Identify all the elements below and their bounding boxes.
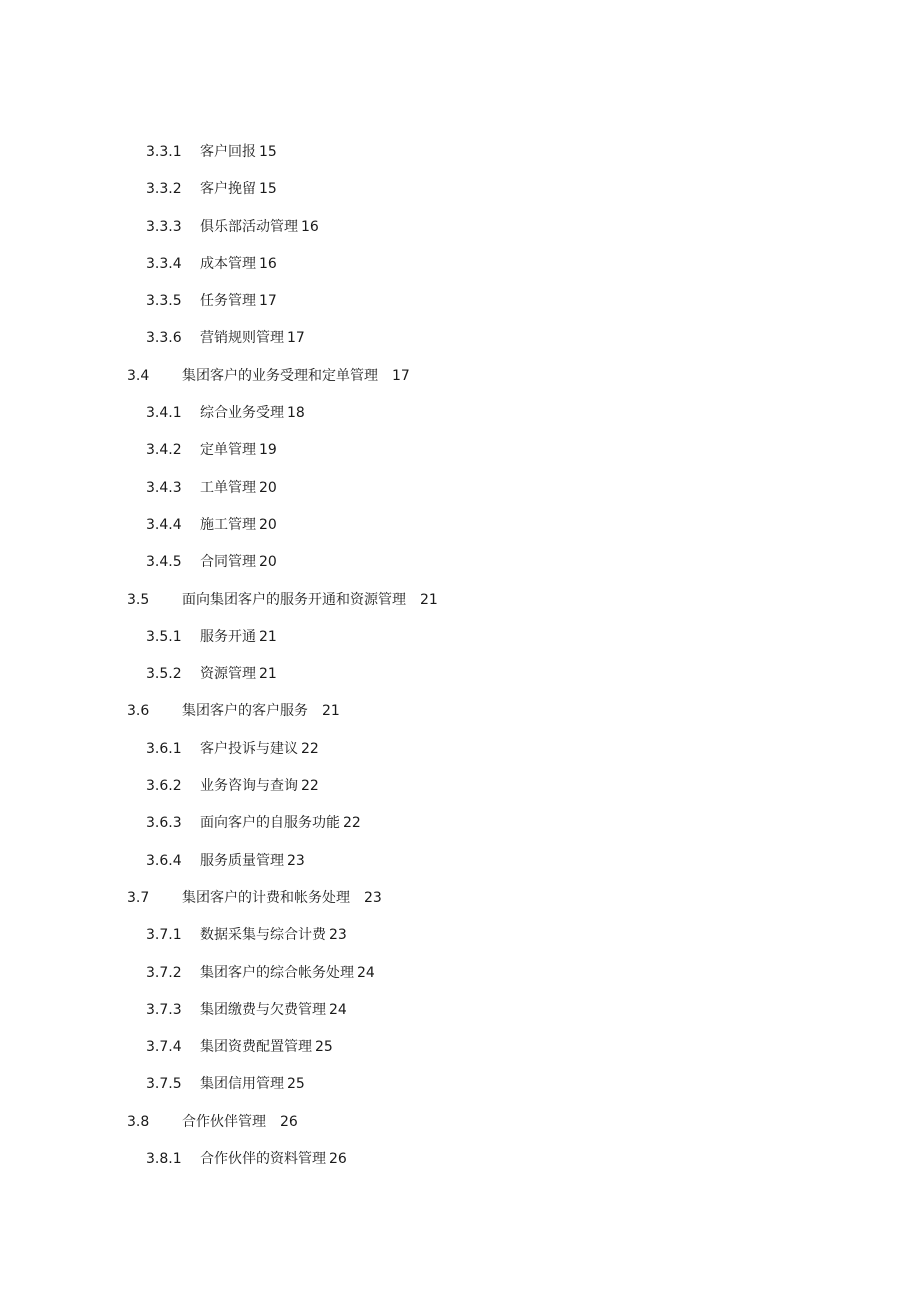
toc-entry-page: 20 xyxy=(259,554,277,571)
toc-entry-title-text: 营销规则管理 xyxy=(200,330,284,347)
toc-entry-title xyxy=(200,433,277,467)
toc-entry-page: 20 xyxy=(259,516,277,533)
toc-entry-number: 3.3.3 xyxy=(146,218,182,235)
toc-entry-title xyxy=(182,359,410,393)
toc-entry-page: 15 xyxy=(259,144,277,160)
toc-entry-page: 19 xyxy=(259,442,277,459)
toc-entry-number: 3.5.2 xyxy=(146,666,182,683)
toc-entry-page: 22 xyxy=(343,815,361,832)
toc-entry-title-text: 服务开通 xyxy=(200,628,256,645)
toc-entry[interactable] xyxy=(0,694,920,731)
table-of-contents xyxy=(0,135,920,1179)
toc-entry-title-text: 客户投诉与建议 xyxy=(200,740,298,757)
toc-entry-title-text: 客户挽留 xyxy=(200,181,256,198)
toc-entry-page: 15 xyxy=(259,181,277,198)
toc-entry[interactable] xyxy=(0,1105,920,1142)
toc-entry-title-text: 集团资费配置管理 xyxy=(200,1039,312,1056)
toc-entry-number: 3.7.1 xyxy=(146,927,182,944)
toc-entry-title xyxy=(200,247,277,281)
toc-entry[interactable] xyxy=(0,508,920,545)
toc-entry-page: 23 xyxy=(287,852,305,869)
toc-entry-page: 16 xyxy=(259,255,277,272)
toc-entry-title xyxy=(182,1105,298,1139)
toc-entry[interactable] xyxy=(0,993,920,1030)
toc-entry-title-text: 任务管理 xyxy=(200,293,256,310)
toc-entry-title-text: 综合业务受理 xyxy=(200,405,284,422)
toc-entry-number: 3.3.1 xyxy=(146,144,182,160)
toc-entry-number: 3.7.2 xyxy=(146,964,182,981)
toc-entry-page: 22 xyxy=(301,740,319,757)
toc-entry[interactable] xyxy=(0,172,920,209)
toc-entry-title-text: 合作伙伴的资料管理 xyxy=(200,1151,326,1168)
toc-entry-title-text: 集团客户的业务受理和定单管理 xyxy=(182,367,378,384)
toc-entry-page: 26 xyxy=(329,1151,347,1168)
toc-entry-page: 17 xyxy=(259,293,277,310)
toc-entry[interactable] xyxy=(0,732,920,769)
toc-entry-title xyxy=(200,172,277,206)
toc-entry[interactable] xyxy=(0,135,920,172)
toc-entry-title xyxy=(200,284,277,318)
toc-entry-number: 3.5 xyxy=(127,591,150,608)
toc-entry-title-text: 俱乐部活动管理 xyxy=(200,218,298,235)
toc-entry-title xyxy=(200,1067,305,1101)
toc-entry-number: 3.4 xyxy=(127,367,150,384)
toc-entry[interactable] xyxy=(0,956,920,993)
toc-entry-number: 3.7.3 xyxy=(146,1001,182,1018)
toc-entry-title-text: 资源管理 xyxy=(200,666,256,683)
toc-entry-title-text: 集团客户的计费和帐务处理 xyxy=(182,889,350,906)
toc-entry-title-text: 集团缴费与欠费管理 xyxy=(200,1001,326,1018)
toc-entry-number: 3.7 xyxy=(127,889,150,906)
toc-entry-page: 20 xyxy=(259,479,277,496)
toc-entry[interactable] xyxy=(0,321,920,358)
toc-entry-number: 3.7.4 xyxy=(146,1039,182,1056)
toc-entry-title xyxy=(200,1142,347,1176)
toc-entry-title-text: 定单管理 xyxy=(200,442,256,459)
toc-entry-number: 3.6.2 xyxy=(146,778,182,795)
toc-entry[interactable] xyxy=(0,657,920,694)
toc-entry-page: 17 xyxy=(392,367,410,384)
toc-entry-title-text: 合同管理 xyxy=(200,554,256,571)
toc-entry-page: 23 xyxy=(364,889,382,906)
toc-entry-title xyxy=(200,321,305,355)
toc-entry-number: 3.3.6 xyxy=(146,330,182,347)
toc-entry-title xyxy=(182,881,382,915)
toc-entry-page: 24 xyxy=(357,964,375,981)
toc-entry-page: 26 xyxy=(280,1113,298,1130)
toc-entry[interactable] xyxy=(0,359,920,396)
toc-entry-title xyxy=(200,396,305,430)
toc-entry[interactable] xyxy=(0,433,920,470)
toc-entry[interactable] xyxy=(0,284,920,321)
toc-entry-title xyxy=(200,844,305,878)
toc-entry-title-text: 面向客户的自服务功能 xyxy=(200,815,340,832)
toc-entry-number: 3.4.1 xyxy=(146,405,182,422)
toc-entry[interactable] xyxy=(0,1142,920,1179)
toc-entry-page: 22 xyxy=(301,778,319,795)
toc-entry-title xyxy=(200,657,277,691)
toc-entry[interactable] xyxy=(0,545,920,582)
toc-entry-title xyxy=(200,956,375,990)
toc-entry-number: 3.3.5 xyxy=(146,293,182,310)
toc-entry-number: 3.5.1 xyxy=(146,628,182,645)
toc-entry-title xyxy=(200,806,361,840)
toc-entry-title xyxy=(200,993,347,1027)
toc-entry-number: 3.8.1 xyxy=(146,1151,182,1168)
toc-entry[interactable] xyxy=(0,583,920,620)
toc-entry-title-text: 集团客户的综合帐务处理 xyxy=(200,964,354,981)
toc-entry-title xyxy=(200,210,319,244)
toc-entry-number: 3.4.2 xyxy=(146,442,182,459)
toc-entry-number: 3.4.4 xyxy=(146,516,182,533)
toc-entry-page: 25 xyxy=(315,1039,333,1056)
toc-entry-title xyxy=(200,620,277,654)
toc-entry-title-text: 合作伙伴管理 xyxy=(182,1113,266,1130)
toc-entry-title xyxy=(200,135,277,169)
toc-entry[interactable] xyxy=(0,881,920,918)
toc-entry-page: 21 xyxy=(322,703,340,720)
toc-entry-number: 3.6.3 xyxy=(146,815,182,832)
toc-entry-title-text: 客户回报 xyxy=(200,144,256,160)
toc-entry-title-text: 数据采集与综合计费 xyxy=(200,927,326,944)
toc-entry-title-text: 成本管理 xyxy=(200,255,256,272)
toc-entry-page: 18 xyxy=(287,405,305,422)
toc-entry-title xyxy=(200,732,319,766)
toc-entry-page: 21 xyxy=(259,666,277,683)
toc-entry-title xyxy=(200,769,319,803)
toc-entry[interactable] xyxy=(0,247,920,284)
toc-entry-title-text: 集团客户的客户服务 xyxy=(182,703,308,720)
toc-entry-title xyxy=(200,1030,333,1064)
toc-entry[interactable] xyxy=(0,396,920,433)
toc-entry[interactable] xyxy=(0,806,920,843)
toc-entry-page: 17 xyxy=(287,330,305,347)
toc-entry-number: 3.3.4 xyxy=(146,255,182,272)
toc-entry-page: 23 xyxy=(329,927,347,944)
toc-entry[interactable] xyxy=(0,1030,920,1067)
toc-entry-number: 3.8 xyxy=(127,1113,150,1130)
toc-entry-page: 16 xyxy=(301,218,319,235)
toc-entry-page: 21 xyxy=(420,591,438,608)
toc-entry[interactable] xyxy=(0,769,920,806)
toc-entry-title-text: 服务质量管理 xyxy=(200,852,284,869)
toc-entry-title xyxy=(182,694,340,728)
toc-entry-title xyxy=(200,918,347,952)
toc-entry[interactable] xyxy=(0,210,920,247)
toc-entry-title xyxy=(200,545,277,579)
toc-entry[interactable] xyxy=(0,844,920,881)
toc-entry-number: 3.3.2 xyxy=(146,181,182,198)
toc-entry-page: 24 xyxy=(329,1001,347,1018)
toc-entry-number: 3.6 xyxy=(127,703,150,720)
toc-entry-number: 3.4.5 xyxy=(146,554,182,571)
toc-entry-number: 3.6.1 xyxy=(146,740,182,757)
toc-entry[interactable] xyxy=(0,471,920,508)
toc-entry[interactable] xyxy=(0,620,920,657)
toc-entry-title-text: 业务咨询与查询 xyxy=(200,778,298,795)
toc-entry-page: 25 xyxy=(287,1076,305,1093)
toc-entry-title-text: 施工管理 xyxy=(200,516,256,533)
toc-entry-number: 3.7.5 xyxy=(146,1076,182,1093)
toc-entry-number: 3.4.3 xyxy=(146,479,182,496)
toc-entry-number: 3.6.4 xyxy=(146,852,182,869)
toc-entry-title xyxy=(200,471,277,505)
toc-entry-title xyxy=(182,583,438,617)
toc-entry-title xyxy=(200,508,277,542)
toc-entry-title-text: 集团信用管理 xyxy=(200,1076,284,1093)
toc-entry-title-text: 面向集团客户的服务开通和资源管理 xyxy=(182,591,406,608)
toc-entry-title-text: 工单管理 xyxy=(200,479,256,496)
toc-entry[interactable] xyxy=(0,918,920,955)
toc-entry-page: 21 xyxy=(259,628,277,645)
toc-entry[interactable] xyxy=(0,1067,920,1104)
